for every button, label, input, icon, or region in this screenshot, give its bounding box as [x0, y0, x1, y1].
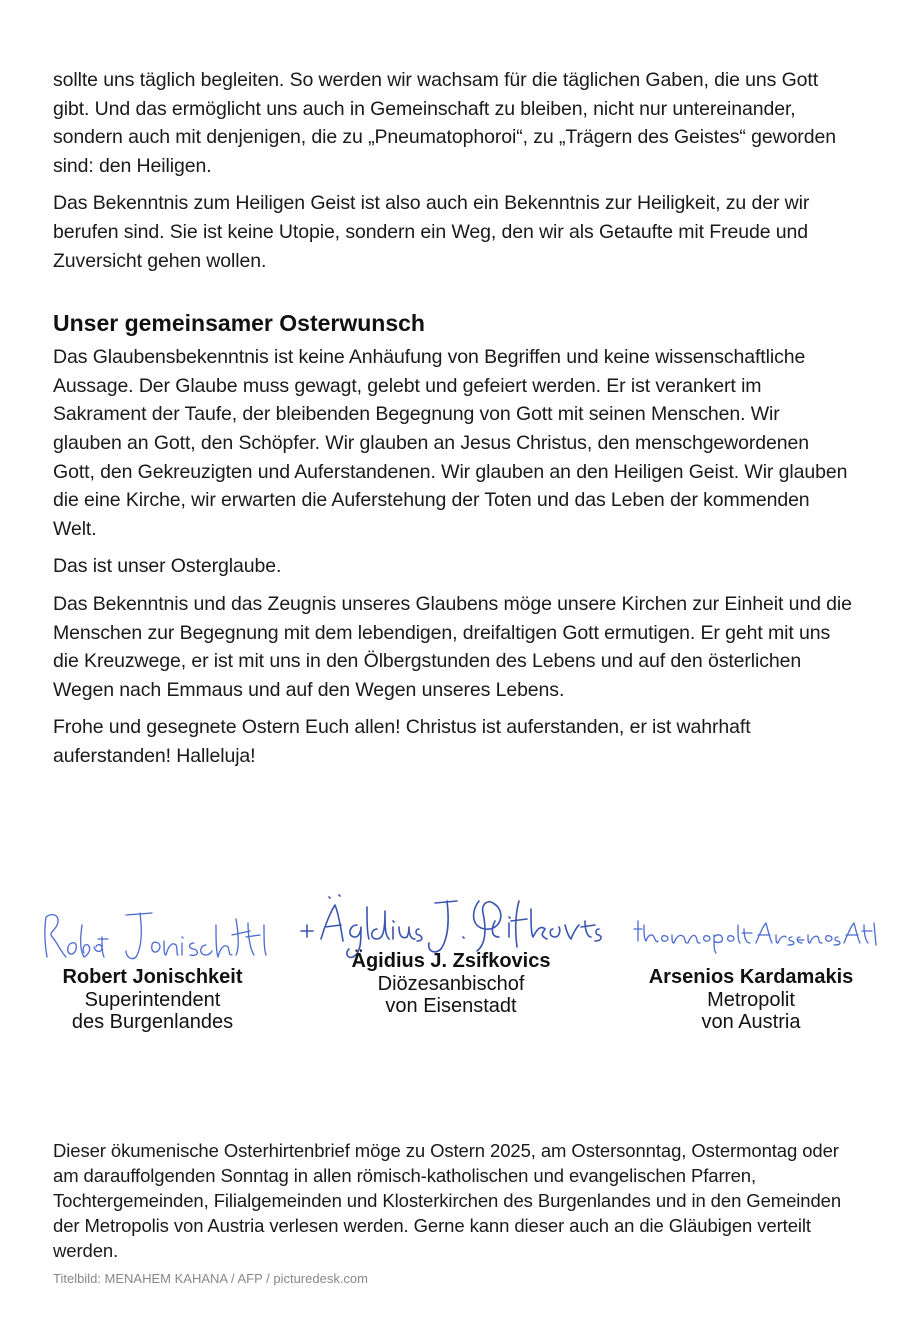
body-paragraph: Das Glaubensbekenntnis ist keine Anhäufung von Begriffen und keine wissenschaftliche Aussage. Der Glaube muss gewagt, gelebt und gefeiert werden. Er ist verankert im Sakrament der Taufe, der bleibenden Begegnung von Gott mit seinen Menschen. Wir glauben an Gott, den Schöpfer. Wir glauben an Jesus Christus, den menschgewordenen Gott, den Gekreuzigten und Auferstandenen. Wir glauben an den Heiligen Geist. Wir glauben die eine Kirche, wir erwarten die Auferstehung der Toten und das Leben der kommenden Welt. — [53, 346, 848, 540]
handwritten-signature-arsenios — [630, 895, 880, 965]
image-credit: Titelbild: MENAHEM KAHANA / AFP / picturedesk.com — [53, 1271, 368, 1286]
signatory-3 — [630, 895, 872, 1033]
signature-block — [40, 895, 880, 1055]
body-paragraph: sollte uns täglich begleiten. So werden wir wachsam für die täglichen Gaben, die uns Gott gibt. Und das ermöglicht uns auch in Gemeinschaft zu bleiben, nicht nur untereinander, sondern auch mit denjenigen, die zu „Pneumatophoroi“, zu „Trägern des Geistes“ geworden sind: den Heiligen. — [53, 69, 836, 177]
signatory-2 — [290, 895, 612, 1017]
signatory-role: Superintendent — [84, 989, 221, 1011]
signatory-role: des Burgenlandes — [71, 1011, 234, 1033]
handwritten-signature-robert — [40, 895, 272, 965]
body-paragraph: Das ist unser Osterglaube. — [53, 555, 282, 578]
signatory-name: Robert Jonischkeit — [62, 966, 243, 988]
signatory-name: Arsenios Kardamakis — [648, 966, 854, 988]
signatory-role: von Austria — [701, 1011, 801, 1033]
body-paragraph: Das Bekenntnis und das Zeugnis unseres Glaubens möge unsere Kirchen zur Einheit und die Menschen zur Begegnung mit dem lebendigen, dreifaltigen Gott ermutigen. Er geht mit uns die Kreuzwege, er ist mit uns in den Ölbergstunden des Lebens und auf den österlichen Wegen nach Emmaus und auf den Wegen unseres Lebens. — [53, 592, 852, 701]
reading-instruction-note — [53, 1138, 853, 1263]
signatory-role: Diözesanbischof — [377, 973, 525, 995]
signatory-role: Metropolit — [707, 989, 795, 1011]
signatory-role: von Eisenstadt — [385, 995, 517, 1017]
body-paragraph: Das Bekenntnis zum Heiligen Geist ist also auch ein Bekenntnis zur Heiligkeit, zu der wir berufen sind. Sie ist keine Utopie, sondern ein Weg, den wir als Getaufte mit Freude und Zuversicht gehen wollen. — [53, 192, 810, 272]
letter-body — [53, 66, 853, 779]
section-heading: Unser gemeinsamer Osterwunsch — [53, 310, 425, 337]
signatory-name: Ägidius J. Zsifkovics — [351, 950, 551, 972]
body-paragraph: Frohe und gesegnete Ostern Euch allen! Christus ist auferstanden, er ist wahrhaft auferstanden! Halleluja! — [53, 716, 751, 767]
footnote-paragraph: Dieser ökumenische Osterhirtenbrief möge zu Ostern 2025, am Ostersonntag, Ostermontag oder am darauffolgenden Sonntag in allen römisch-katholischen und evangelischen Pfarren, Tochtergemeinden, Filialgemeinden und Klosterkirchen des Burgenlandes und in den Gemeinden der Metropolis von Austria verlesen werden. Gerne kann dieser auch an die Gläubigen verteilt werden. — [53, 1140, 842, 1261]
signatory-1 — [40, 895, 265, 1033]
